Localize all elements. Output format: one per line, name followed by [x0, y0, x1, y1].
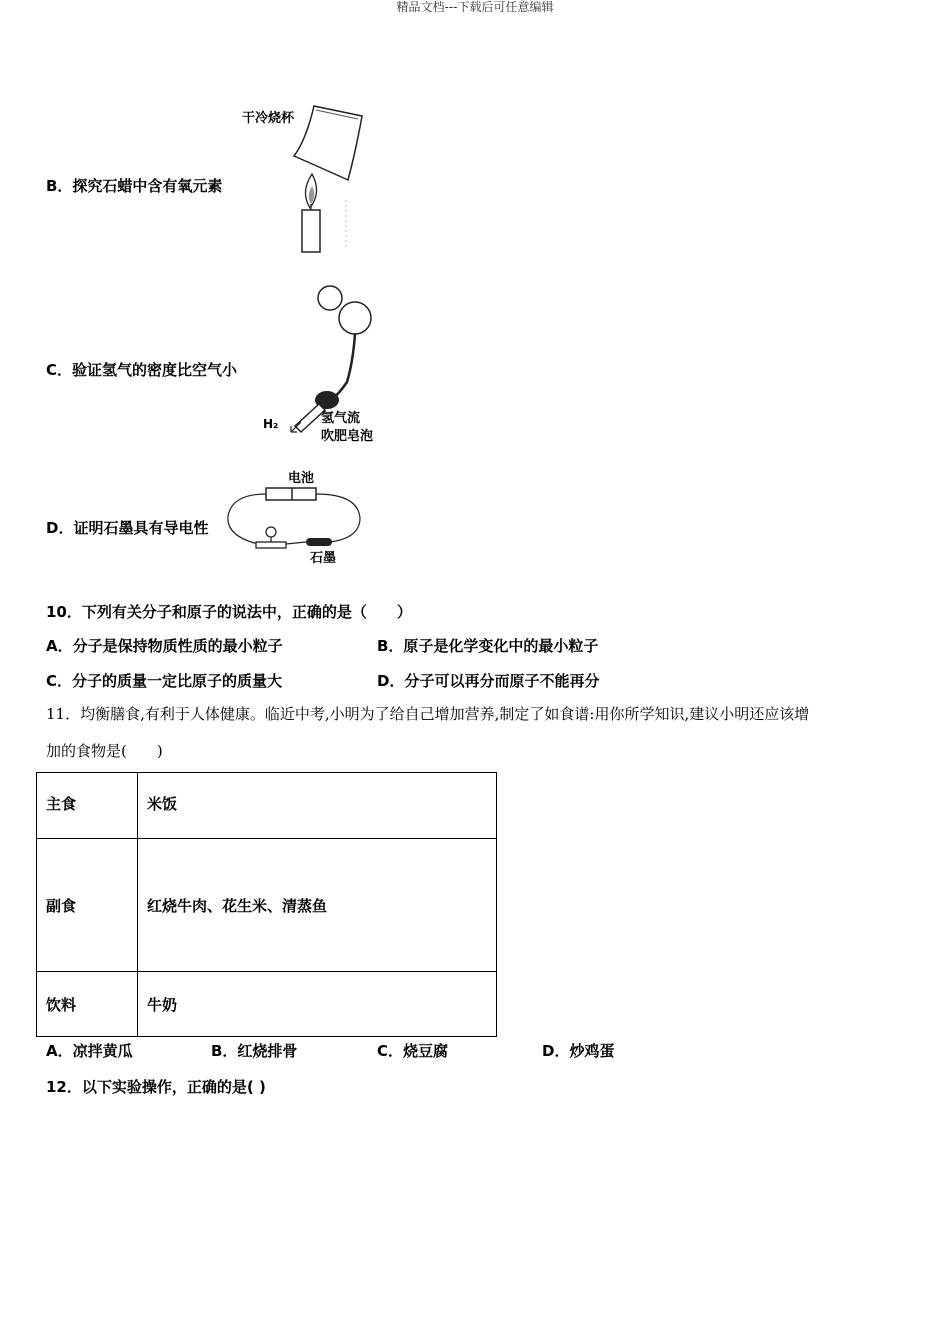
graphite-label: 石墨 — [310, 551, 337, 566]
q11-stem-line1: 11．均衡膳食,有利于人体健康。临近中考,小明为了给自己增加营养,制定了如食谱:用你所学知识,建议小明还应该增 — [46, 705, 810, 723]
q10-option-c: C．分子的质量一定比原子的质量大 — [46, 672, 283, 690]
table-cell-items: 红烧牛肉、花生米、清蒸鱼 — [138, 839, 497, 972]
table-cell-items: 牛奶 — [138, 972, 497, 1037]
q10-option-d: D．分子可以再分而原子不能再分 — [377, 672, 600, 690]
hydrogen-flow-label: 氢气流 — [321, 411, 361, 426]
table-row — [37, 773, 497, 839]
menu-table — [36, 772, 497, 1037]
battery-label: 电池 — [288, 471, 315, 486]
q11-option-d: D．炒鸡蛋 — [542, 1042, 615, 1060]
q11-option-a: A．凉拌黄瓜 — [46, 1042, 133, 1060]
blow-soap-bubble-label: 吹肥皂泡 — [321, 429, 374, 444]
table-row — [37, 972, 497, 1037]
cold-beaker-label: 干冷烧杯 — [242, 111, 295, 126]
hydrogen-formula: H₂ — [263, 417, 279, 431]
table-cell-items: 米饭 — [138, 773, 497, 839]
q11-stem-line2: 加的食物是( ) — [46, 742, 163, 760]
graphite-circuit-figure — [222, 466, 367, 566]
q11-option-b: B．红烧排骨 — [211, 1042, 298, 1060]
q9-option-b: B．探究石蜡中含有氧元素 — [46, 177, 223, 195]
q9-option-d: D．证明石墨具有导电性 — [46, 519, 209, 537]
table-row — [37, 839, 497, 972]
q11-option-c: C．烧豆腐 — [377, 1042, 449, 1060]
table-cell-category: 饮料 — [37, 972, 138, 1037]
q10-option-b: B．原子是化学变化中的最小粒子 — [377, 637, 599, 655]
table-cell-category: 副食 — [37, 839, 138, 972]
q10-option-a: A．分子是保持物质性质的最小粒子 — [46, 637, 283, 655]
q12-stem: 12．以下实验操作，正确的是( ) — [46, 1078, 266, 1096]
hydrogen-bubble-figure — [255, 282, 395, 448]
page-header: 精品文档---下载后可任意编辑 — [396, 0, 554, 14]
q10-stem: 10．下列有关分子和原子的说法中，正确的是（ ） — [46, 603, 412, 621]
table-cell-category: 主食 — [37, 773, 138, 839]
cold-beaker-candle-figure — [236, 100, 376, 258]
q9-option-c: C．验证氢气的密度比空气小 — [46, 361, 238, 379]
